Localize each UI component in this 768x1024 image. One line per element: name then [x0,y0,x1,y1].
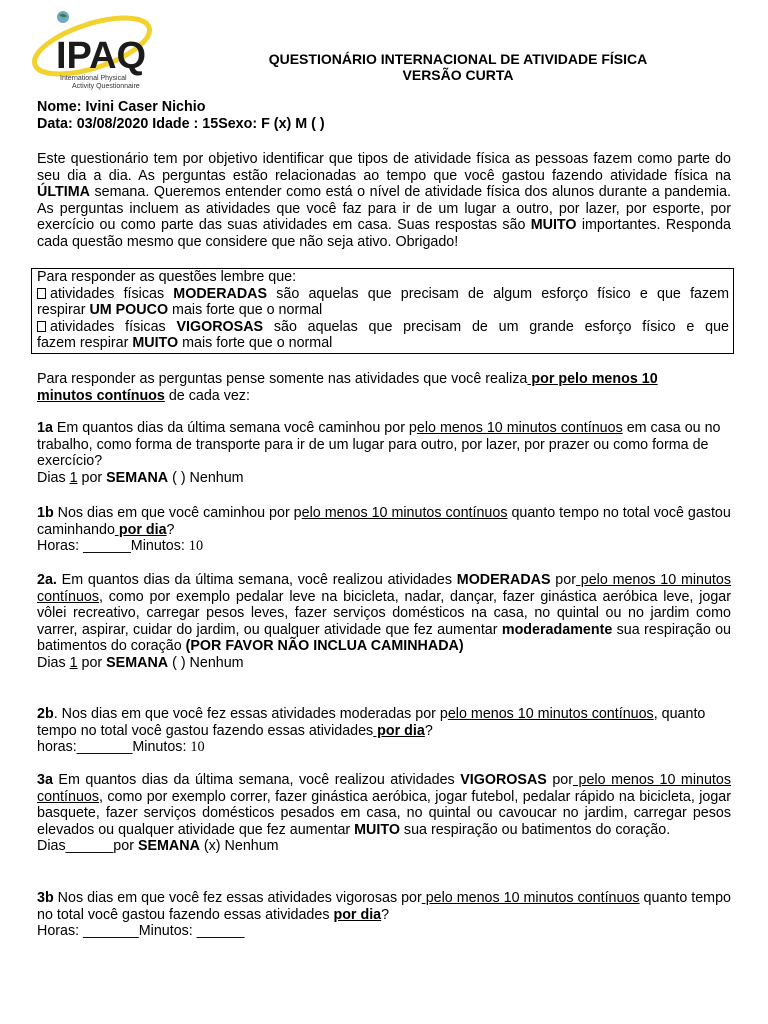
moderate-text-d: respirar [37,302,90,319]
checkbox-square-icon [37,288,46,299]
q3a-vigorosas: VIGOROSAS [460,772,547,788]
question-3a [37,772,731,855]
question-1b-number: 1b [37,505,54,521]
q1b-minutes-value[interactable]: 10 [188,538,204,555]
name-line: Nome: Ivini Caser Nichio [37,99,206,115]
ipaq-logo-graphic [30,8,162,98]
q1b-ans-a: Horas: ______Minutos: [37,538,189,555]
q2a-ans-b: por [77,654,107,671]
q3a-ans-a: Dias______por [37,838,138,855]
q1a-ans-a: Dias [37,469,70,486]
question-2b-text [37,706,731,739]
logo-text: IPAQ [56,35,147,77]
instruction-text-d: de cada vez: [164,387,250,404]
question-3b-answer[interactable] [37,923,731,940]
q3b-t1: Nos dias em que você fez essas atividades vigorosas por [53,890,422,906]
moderate-definition-line-2 [37,302,729,319]
vigorous-definition-line-1 [37,319,729,336]
q1a-none-option[interactable]: ( ) Nenhum [168,469,244,486]
date-age-sex-line: Data: 03/08/2020 Idade : 15Sexo: F (x) M ( ) [37,115,325,132]
q3a-t3: por [546,772,573,788]
q3b-t5: ? [381,906,390,923]
q2a-moderadas: MODERADAS [456,572,551,588]
q1b-por-dia: por dia [114,521,167,538]
question-2a [37,572,731,672]
q2a-t7: sua respiração ou batimentos do coração [37,621,732,655]
logo-subtitle-1: International Physical [60,75,127,82]
vigorous-text-f: mais forte que o normal [178,335,333,352]
vigorous-bold: VIGOROSAS [176,318,264,335]
q2a-t1: Em quantos dias da última semana, você realizou atividades [56,572,457,588]
question-2a-number: 2a. [37,572,57,588]
question-1a-number: 1a [37,420,53,436]
question-3b-text [37,890,731,923]
q3a-t5: , como por exemplo correr, fazer ginástica aeróbica, jogar futebol, pedalar rápido na bicicleta, jogar basquete, fazer serviços domésticos pesados em casa, no quintal ou cavoucar no jardim, carregar pesos elevados ou qualquer atividade que fez aumentar [37,788,731,838]
q1b-t3: quanto tempo no total você gastou caminhando [37,505,731,538]
question-3b-number: 3b [37,890,54,906]
question-1b-text [37,505,731,538]
moderate-text-a: atividades físicas [50,285,174,302]
question-3a-number: 3a [37,772,53,788]
q1a-t1: Em quantos dias da última semana você caminhou por p [52,420,417,436]
q1b-underline: elo menos 10 minutos contínuos [301,505,508,521]
vigorous-text-d: fazem respirar [37,335,133,352]
q3a-muito: MUITO [354,821,400,838]
intro-paragraph [37,151,731,251]
moderate-bold-um-pouco: UM POUCO [89,302,169,319]
q2a-nao-inclua: (POR FAVOR NÃO INCLUA CAMINHADA) [185,638,464,655]
q1a-t3: em casa ou no trabalho, como forma de transporte para ir de um lugar para outro, por lazer, por prazer ou como forma de exercício? [37,420,721,470]
q1a-underline: elo menos 10 minutos contínuos [416,420,623,436]
checkbox-square-icon [37,321,46,332]
moderate-definition-line-1 [37,286,729,303]
q1b-t1: Nos dias em que você caminhou por p [53,505,302,521]
instruction-underline-c: minutos contínuos [37,387,165,404]
instruction-underline-b: por pelo menos 10 [527,371,658,387]
q3b-t3: quanto tempo no total você gastou fazendo essas atividades [37,890,731,923]
question-2b-number: 2b [37,706,54,722]
moderate-text-c: são aquelas que precisam de algum esforço físico e que fazem [267,285,729,302]
intro-text-1: Este questionário tem por objetivo identificar que tipos de atividade física as pessoas fazem como parte do seu dia a dia. As perguntas estão relacionadas ao tempo que você gastou fazendo atividade física na [37,151,731,184]
title-line-1: QUESTIONÁRIO INTERNACIONAL DE ATIVIDADE FÍSICA [268,51,648,67]
question-2a-answer[interactable] [37,655,731,672]
question-3a-text [37,772,731,838]
question-1b [37,505,731,555]
q1a-semana: SEMANA [106,469,169,486]
vigorous-definition-line-2 [37,335,729,352]
q3a-t1: Em quantos dias da última semana, você realizou atividades [52,772,461,788]
intro-text-3: importantes. Responda cada questão mesmo que considere que não seja ativo. Obrigado! [37,217,732,250]
q3a-t7: sua respiração ou batimentos do coração. [399,821,671,838]
q3a-underline: pelo menos 10 minutos contínuos [37,772,731,805]
instruction-text-a: Para responder as perguntas pense somente nas atividades que você realiza [37,371,528,387]
instruction-paragraph [37,371,731,404]
q2a-semana: SEMANA [106,654,169,671]
q2a-ans-a: Dias [37,654,70,671]
logo-subtitle-2: Activity Questionnaire [72,83,140,90]
intro-bold-muito: MUITO [530,217,577,234]
q3b-ans-a[interactable]: Horas: _______Minutos: ______ [37,923,245,940]
q3a-semana: SEMANA [137,838,200,855]
q2b-underline: elo menos 10 minutos contínuos [447,706,654,722]
q2b-por-dia: por dia [373,722,425,739]
moderate-bold: MODERADAS [173,285,268,302]
q2b-t3: , quanto tempo no total você gastou fazendo essas atividades [37,706,706,739]
reminder-heading: Para responder as questões lembre que: [37,269,297,285]
q2b-minutes-value[interactable]: 10 [190,739,205,756]
title-line-2: VERSÃO CURTA [402,67,514,83]
intro-bold-ultima: ÚLTIMA [37,184,90,201]
q1a-days-value[interactable]: 1 [69,469,78,486]
question-1a [37,420,731,486]
q2b-ans-a: horas:_______Minutos: [37,739,191,756]
vigorous-text-c: são aquelas que precisam de um grande esforço físico e que [263,318,730,335]
question-3b [37,890,731,940]
vigorous-bold-muito: MUITO [132,335,179,352]
q2a-underline: pelo menos 10 minutos contínuos [37,572,732,605]
respondent-info [37,99,731,132]
q2a-none-option[interactable]: ( ) Nenhum [168,654,244,671]
question-3a-answer[interactable] [37,838,731,855]
q1a-ans-b: por [77,469,107,486]
question-2a-text [37,572,731,655]
q3a-none-option[interactable]: (x) Nenhum [199,838,279,855]
question-2b [37,706,731,756]
ipaq-logo [30,8,162,98]
q2a-days-value[interactable]: 1 [69,654,78,671]
q2b-t1: . Nos dias em que você fez essas atividades moderadas por p [53,706,448,722]
question-1a-text [37,420,731,470]
vigorous-text-a: atividades físicas [50,318,177,335]
question-1a-answer[interactable] [37,470,731,487]
q2b-t5: ? [424,722,433,739]
question-2b-answer[interactable] [37,739,731,756]
q2a-t3: por [550,572,576,588]
q3b-por-dia: por dia [333,906,382,923]
question-1b-answer[interactable] [37,538,731,555]
moderate-text-f: mais forte que o normal [168,302,323,319]
q1b-t5: ? [166,521,175,538]
q2a-moderadamente: moderadamente [501,621,613,638]
intro-text-2: semana. Queremos entender como está o nível de atividade física dos alunos durante a pandemia. As perguntas incluem as atividades que você faz para ir de um lugar a outro, por lazer, por esporte, por exercício ou como parte das suas atividades em casa. Suas respostas são [37,184,731,234]
q2a-t5: , como por exemplo pedalar leve na bicicleta, nadar, dançar, fazer ginástica aeróbica leve, jogar vôlei recreativo, carregar pesos leves, fazer serviços domésticos na casa, no quintal ou no jardim como varrer, aspirar, cuidar do jardim, ou qualquer atividade que fez aumentar [37,588,731,638]
document-title [200,51,716,83]
reminder-box [31,268,734,354]
q3b-underline: pelo menos 10 minutos contínuos [421,890,640,906]
